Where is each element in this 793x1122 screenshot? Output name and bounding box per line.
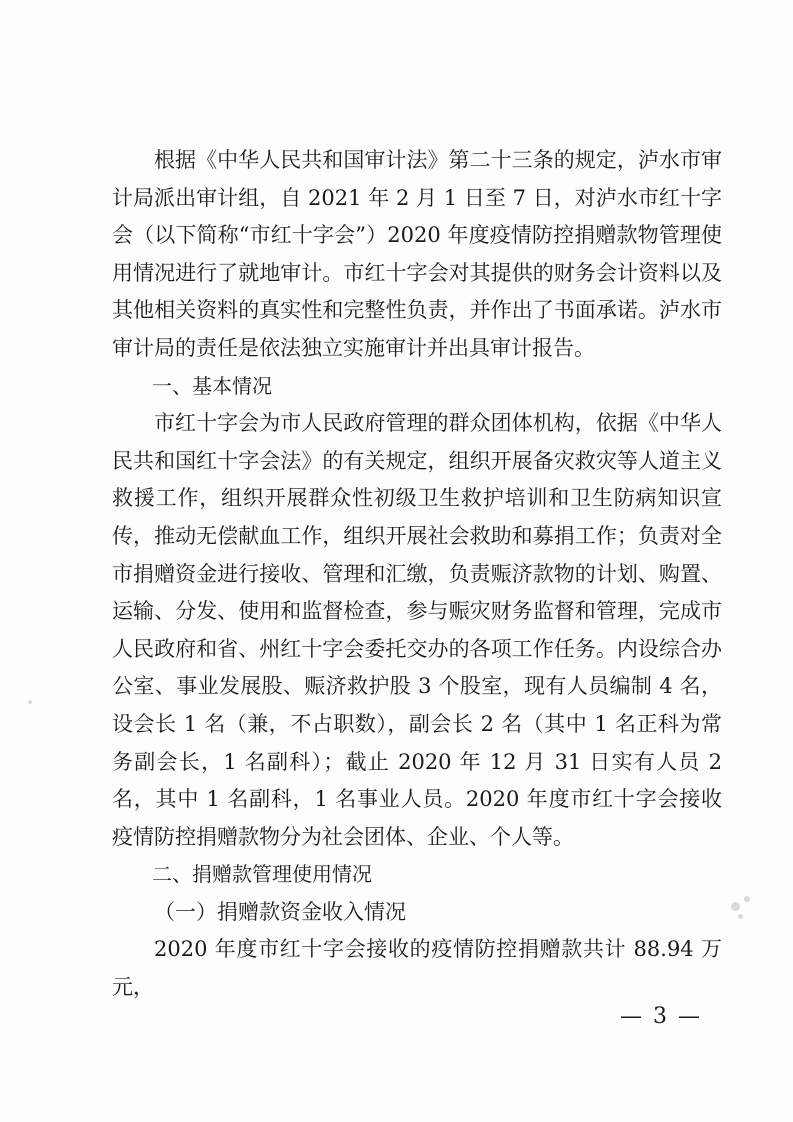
document-body xyxy=(112,142,722,1007)
page-number: — 3 — xyxy=(620,1004,702,1029)
intro-paragraph: 根据《中华人民共和国审计法》第二十三条的规定，泸水市审计局派出审计组，自 2021 年 2 月 1 日至 7 日，对泸水市红十字会（以下简称“市红十字会”）2020 年度疫情防控捐赠款物管理使用情况进行了就地审计。市红十字会对其提供的财务会计资料以及其他相关资料的真实性和完整性负责，并作出了书面承诺。泸水市审计局的责任是依法独立实施审计并出具审计报告。 xyxy=(112,148,722,360)
scan-speck xyxy=(738,914,743,919)
basic-info-paragraph: 市红十字会为市人民政府管理的群众团体机构，依据《中华人民共和国红十字会法》的有关规定，组织开展备灾救灾等人道主义救援工作，组织开展群众性初级卫生救护培训和卫生防病知识宣传，推动无偿献血工作，组织开展社会救助和募捐工作；负责对全市捐赠资金进行接收、管理和汇缴，负责赈济款物的计划、购置、运输、分发、使用和监督检查，参与赈灾财务监督和管理，完成市人民政府和省、州红十字会委托交办的各项工作任务。内设综合办公室、事业发展股、赈济救护股 3 个股室，现有人员编制 4 名，设会长 1 名（兼，不占职数），副会长 2 名（其中 1 名正科为常务副会长，1 名副科）；截止 2020 年 12 月 31 日实有人员 2 名，其中 1 名副科，1 名事业人员。2020 年度市红十字会接收疫情防控捐赠款物分为社会团体、企业、个人等。 xyxy=(112,411,722,849)
scan-speck xyxy=(28,700,32,704)
subsection-heading-donation-income: （一）捐赠款资金收入情况 xyxy=(154,899,406,924)
scan-speck xyxy=(731,902,740,911)
section-heading-basic-info: 一、基本情况 xyxy=(152,373,272,398)
donation-income-paragraph: 2020 年度市红十字会接收的疫情防控捐赠款共计 88.94 万元， xyxy=(112,937,722,1000)
section-heading-donation-management: 二、捐赠款管理使用情况 xyxy=(152,862,372,887)
scan-speck xyxy=(744,896,750,902)
